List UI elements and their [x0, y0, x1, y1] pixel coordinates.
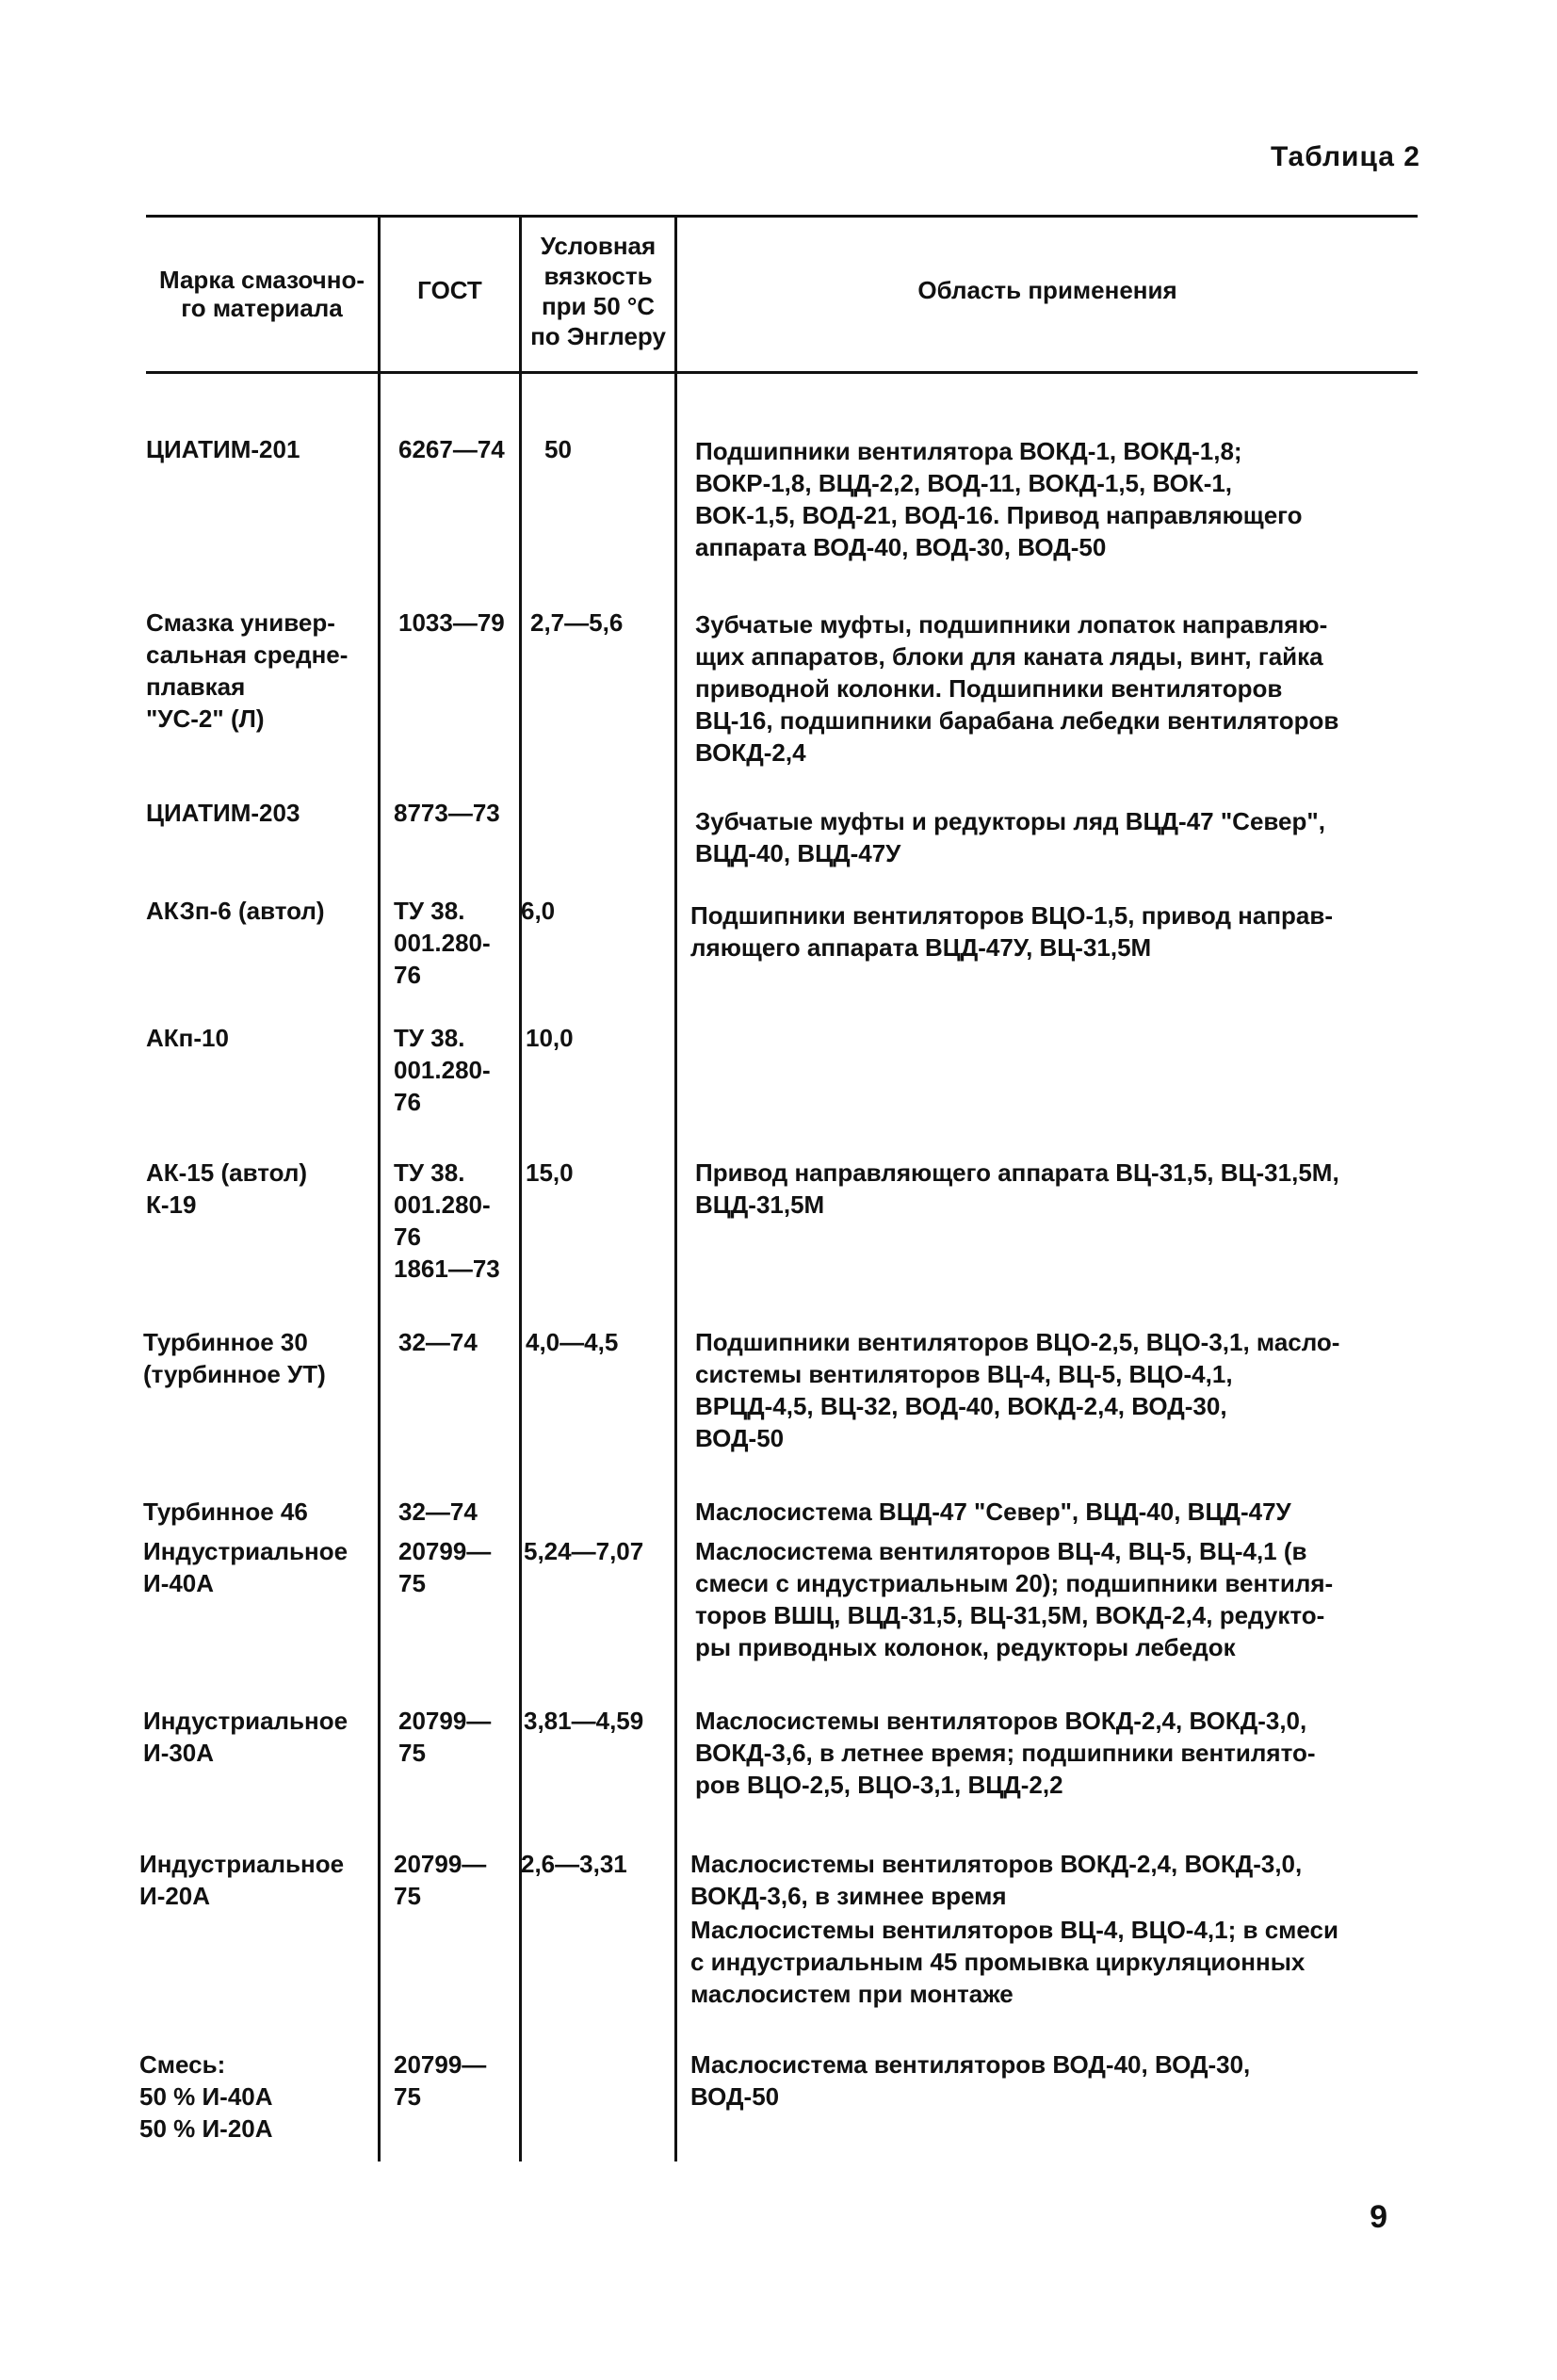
gost-cell: 32—74 [398, 1498, 478, 1526]
viscosity-cell: 6,0 [521, 897, 556, 925]
brand-cell: Индустриальное И-20А [139, 1850, 345, 1910]
header-viscosity: Условная вязкость при 50 °С по Энглеру [530, 232, 666, 350]
page-number: 9 [1370, 2199, 1387, 2235]
table-top-rule [146, 215, 1418, 218]
gost-cell: 32—74 [398, 1328, 478, 1356]
application-cell: Зубчатые муфты, подшипники лопаток направляю- щих аппаратов, блоки для каната ляды, винт, гайка приводной колонки. Подшипники вентиляторов ВЦ-16, подшипники барабана лебедки вентиляторов ВОКД-2,4 [695, 610, 1339, 767]
gost-cell: ТУ 38. 001.280- 76 [394, 897, 491, 989]
application-cell: Подшипники вентиляторов ВЦО-2,5, ВЦО-3,1, масло- системы вентиляторов ВЦ-4, ВЦ-5, ВЦО-4,1, ВРЦД-4,5, ВЦ-32, ВОД-40, ВОКД-2,4, ВОД-30, ВОД-50 [695, 1328, 1340, 1452]
viscosity-cell: 15,0 [526, 1158, 574, 1187]
table-caption: Таблица 2 [1270, 141, 1420, 172]
application-cell: Маслосистема вентиляторов ВЦ-4, ВЦ-5, ВЦ-4,1 (в смеси с индустриальным 20); подшипники вентиля- торов ВШЦ, ВЦД-31,5, ВЦ-31,5М, ВОКД-2,4, редукто- ры приводных колонок, редукторы лебедок [695, 1537, 1334, 1661]
application-cell: Маслосистемы вентиляторов ВОКД-2,4, ВОКД-3,0, ВОКД-3,6, в зимнее время [690, 1850, 1303, 1910]
brand-cell: АКп-10 [146, 1024, 229, 1052]
application-cell: Маслосистемы вентиляторов ВЦ-4, ВЦО-4,1; в смеси с индустриальным 45 промывка циркуляционных маслосистем при монтаже [690, 1916, 1338, 2008]
viscosity-cell: 3,81—4,59 [524, 1707, 644, 1735]
application-cell: Подшипники вентилятора ВОКД-1, ВОКД-1,8; ВОКР-1,8, ВЦД-2,2, ВОД-11, ВОКД-1,5, ВОК-1, ВОК-1,5, ВОД-21, ВОД-16. Привод направляющего аппарата ВОД-40, ВОД-30, ВОД-50 [695, 437, 1303, 561]
application-cell: Маслосистемы вентиляторов ВОКД-2,4, ВОКД-3,0, ВОКД-3,6, в летнее время; подшипники вентилято- ров ВЦО-2,5, ВЦО-3,1, ВЦД-2,2 [695, 1707, 1316, 1799]
application-cell: Подшипники вентиляторов ВЦО-1,5, привод направ- ляющего аппарата ВЦД-47У, ВЦ-31,5М [690, 901, 1334, 962]
brand-cell: АКЗп-6 (автол) [146, 897, 325, 925]
brand-cell: Смазка универ- сальная средне- плавкая "УС-2" (Л) [146, 608, 349, 733]
application-cell: Зубчатые муфты и редукторы ляд ВЦД-47 "Север", ВЦД-40, ВЦД-47У [695, 807, 1325, 867]
header-bottom-rule [146, 371, 1418, 374]
brand-cell: Смесь: 50 % И-40А 50 % И-20А [139, 2050, 273, 2143]
brand-cell: Турбинное 30 (турбинное УТ) [143, 1328, 326, 1388]
header-application: Область применения [917, 276, 1177, 304]
viscosity-cell: 10,0 [526, 1024, 574, 1052]
gost-cell: ТУ 38. 001.280- 76 1861—73 [394, 1158, 500, 1283]
gost-cell: 20799— 75 [398, 1707, 492, 1767]
brand-cell: Индустриальное И-40А [143, 1537, 349, 1597]
column-divider-3 [674, 217, 677, 2161]
application-cell: Маслосистема ВЦД-47 "Север", ВЦД-40, ВЦД-47У [695, 1498, 1291, 1526]
brand-cell: Турбинное 46 [143, 1498, 308, 1526]
gost-cell: 1033—79 [398, 608, 505, 637]
gost-cell: 20799— 75 [394, 1850, 487, 1910]
brand-cell: Индустриальное И-30А [143, 1707, 349, 1767]
brand-cell: ЦИАТИМ-201 [146, 435, 300, 463]
brand-cell: АК-15 (автол) К-19 [146, 1158, 308, 1219]
viscosity-cell: 4,0—4,5 [526, 1328, 619, 1356]
gost-cell: 6267—74 [398, 435, 505, 463]
application-cell: Маслосистема вентиляторов ВОД-40, ВОД-30, ВОД-50 [690, 2050, 1251, 2111]
gost-cell: 20799— 75 [398, 1537, 492, 1597]
gost-cell: ТУ 38. 001.280- 76 [394, 1024, 491, 1116]
application-cell: Привод направляющего аппарата ВЦ-31,5, ВЦ-31,5М, ВЦД-31,5М [695, 1158, 1339, 1219]
gost-cell: 20799— 75 [394, 2050, 487, 2111]
header-brand: Марка смазочно- го материала [159, 266, 365, 322]
viscosity-cell: 2,7—5,6 [530, 608, 624, 637]
gost-cell: 8773—73 [394, 799, 500, 827]
brand-cell: ЦИАТИМ-203 [146, 799, 300, 827]
viscosity-cell: 2,6—3,31 [521, 1850, 627, 1878]
column-divider-1 [378, 217, 381, 2161]
header-gost: ГОСТ [417, 276, 482, 304]
viscosity-cell: 50 [544, 435, 572, 463]
viscosity-cell: 5,24—7,07 [524, 1537, 644, 1565]
